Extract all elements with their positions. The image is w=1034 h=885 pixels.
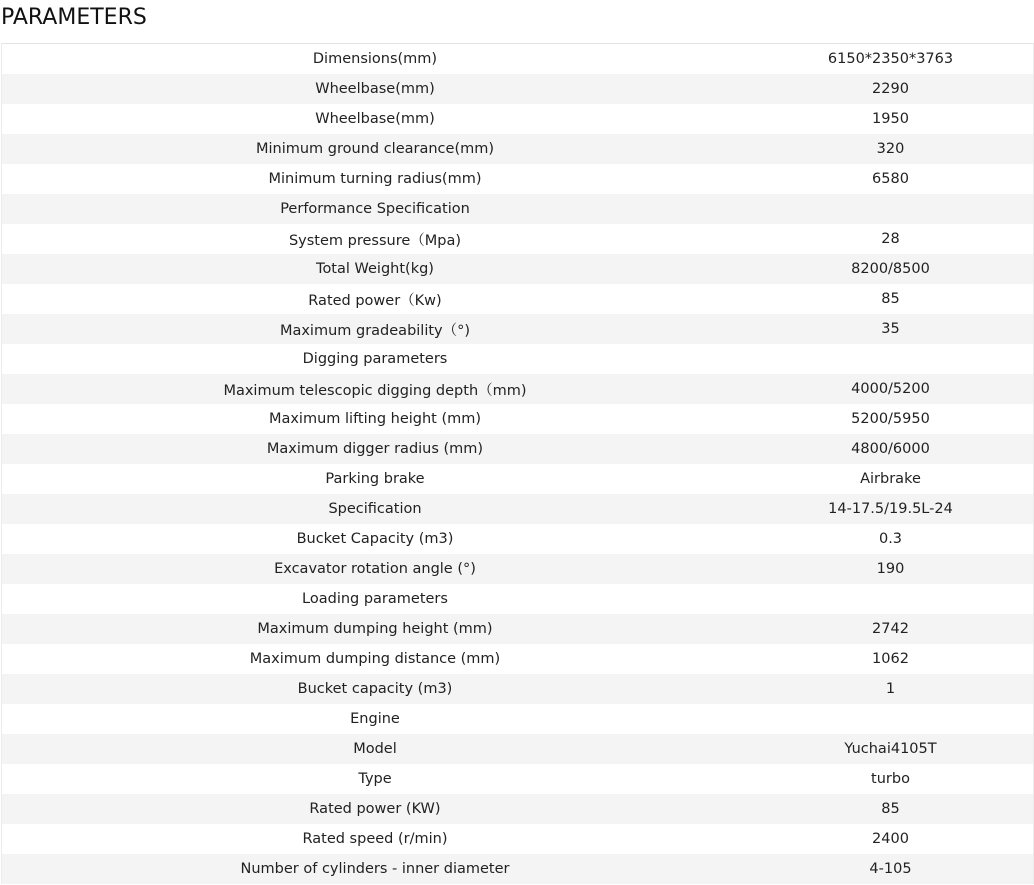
parameter-value: 6580 [872,171,909,187]
parameter-label: Specification [328,501,422,517]
parameter-label: Rated power (KW) [309,801,441,817]
table-row [2,164,1033,194]
parameter-label: Wheelbase(mm) [315,81,435,97]
table-row [2,584,1033,614]
parameter-value: 85 [881,801,900,817]
table-row [2,374,1033,404]
table-row [2,794,1033,824]
table-row [2,224,1033,254]
parameter-label: Parking brake [325,471,425,487]
parameter-label: Minimum turning radius(mm) [268,171,482,187]
parameter-label: Engine [350,711,400,727]
parameter-value: 190 [876,561,905,577]
table-row [2,764,1033,794]
parameter-value: 14-17.5/19.5L-24 [828,501,953,517]
parameter-value: 320 [876,141,905,157]
parameter-label: Maximum dumping distance (mm) [249,651,501,667]
parameter-label: Bucket Capacity (m3) [296,531,454,547]
parameter-value: 1950 [872,111,909,127]
parameter-label: Maximum lifting height (mm) [268,411,482,427]
parameter-value: 2742 [872,621,909,637]
parameter-value: 8200/8500 [851,261,930,277]
table-row [2,524,1033,554]
parameter-value: turbo [871,771,910,787]
parameter-value: 1062 [872,651,909,667]
table-row [2,614,1033,644]
table-row [2,644,1033,674]
table-row [2,404,1033,434]
parameter-value: 5200/5950 [851,411,930,427]
table-row [2,344,1033,374]
parameter-value: 85 [881,291,900,307]
table-row [2,254,1033,284]
parameter-value: Yuchai4105T [844,741,937,757]
parameter-label: Model [353,741,397,757]
table-row [2,194,1033,224]
parameter-value: 4000/5200 [851,381,930,397]
table-row [2,734,1033,764]
parameter-value: 2400 [872,831,909,847]
parameter-value: 4-105 [869,861,912,877]
parameter-value: 6150*2350*3763 [827,51,954,67]
table-row [2,104,1033,134]
parameter-value: 2290 [872,81,909,97]
parameters-table [1,43,1034,884]
table-row [2,704,1033,734]
parameter-value: Airbrake [860,471,921,487]
table-row [2,674,1033,704]
parameter-label: Minimum ground clearance(mm) [255,141,495,157]
parameter-label: Number of cylinders - inner diameter [240,861,510,877]
parameter-value: 4800/6000 [851,441,930,457]
table-row [2,74,1033,104]
table-row [2,854,1033,884]
parameter-value: 35 [881,321,900,337]
parameter-label: Performance Specification [280,201,470,217]
page-title: PARAMETERS [1,5,147,30]
parameter-value: 28 [881,231,900,247]
parameter-label: Loading parameters [302,591,448,607]
parameter-label: Rated power（Kw) [308,292,442,309]
table-row [2,464,1033,494]
parameter-label: System pressure（Mpa) [288,232,462,249]
parameter-label: Type [358,771,392,787]
parameter-label: Maximum telescopic digging depth（mm) [223,382,527,399]
parameter-value: 0.3 [878,531,903,547]
table-row [2,314,1033,344]
parameter-label: Maximum digger radius (mm) [266,441,484,457]
table-row [2,434,1033,464]
parameter-label: Excavator rotation angle (°) [274,561,476,577]
table-row [2,494,1033,524]
parameter-label: Wheelbase(mm) [315,111,435,127]
parameter-label: Bucket capacity (m3) [297,681,453,697]
parameter-label: Maximum dumping height (mm) [257,621,493,637]
table-row [2,134,1033,164]
table-row [2,824,1033,854]
parameter-value: 1 [885,681,896,697]
parameter-label: Maximum gradeability（°) [279,322,471,339]
table-row [2,44,1033,74]
parameter-label: Rated speed (r/min) [302,831,448,847]
parameter-label: Digging parameters [302,351,448,367]
table-row [2,554,1033,584]
table-row [2,284,1033,314]
parameter-label: Dimensions(mm) [312,51,438,67]
parameter-label: Total Weight(kg) [316,261,434,277]
